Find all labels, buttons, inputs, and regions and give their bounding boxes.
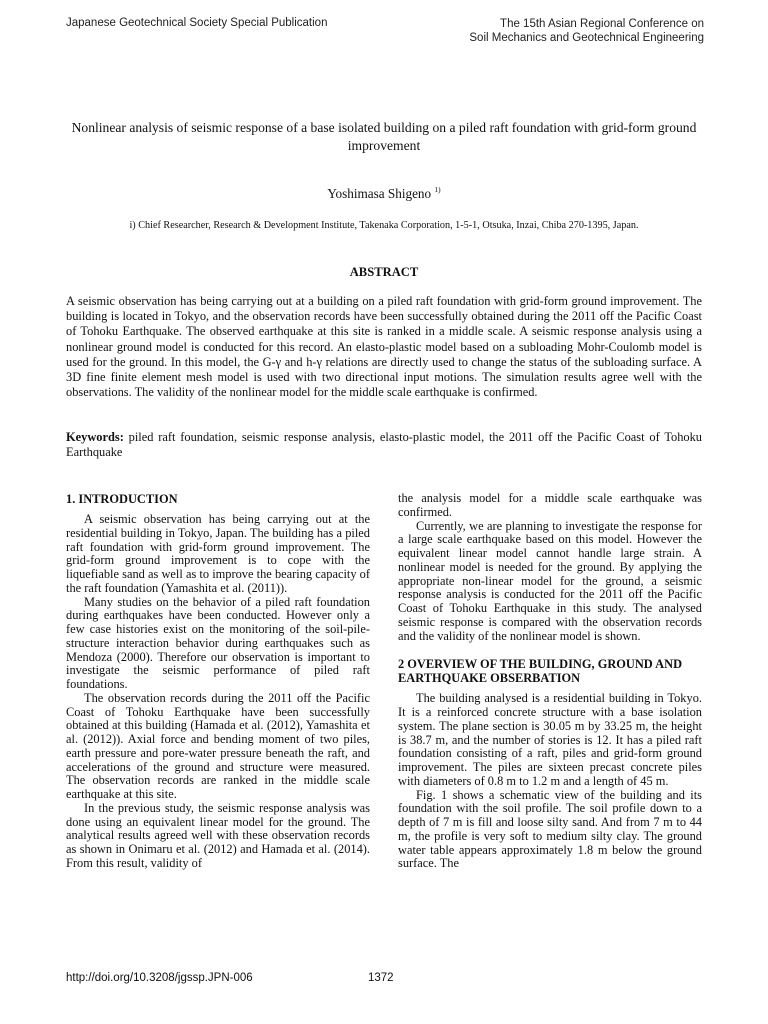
- page-number: 1372: [368, 972, 394, 984]
- body-column-right: [398, 492, 702, 871]
- conference-line-2: Soil Mechanics and Geotechnical Engineering: [469, 32, 704, 44]
- paragraph: The building analysed is a residential building in Tokyo. It is a reinforced concrete structure with a base isolation system. The plane section is 30.05 m by 33.25 m, the height is 38.7 m, and the number of stories is 12. It has a piled raft foundation consisting of a raft, piles and grid-form ground improvement. The piles are sixteen precast concrete piles with diameters of 0.8 m to 1.2 m and a length of 45 m.: [398, 691, 702, 788]
- paragraph: The observation records during the 2011 off the Pacific Coast of Tohoku Earthquake have been successfully obtained at this building (Hamada et al. (2012), Yamashita et al. (2012)). Axial force and bending moment of two piles, earth pressure and pore-water pressure beneath the raft, and accelerations of the ground and structure were measured. The observation records are ranked in the middle scale earthquake at this site.: [66, 690, 370, 801]
- affiliation: i) Chief Researcher, Research & Development Institute, Takenaka Corporation, 1-5-1, Otsuka, Inzai, Chiba 270-1395, Japan.: [129, 220, 639, 231]
- section-heading-overview: 2 OVERVIEW OF THE BUILDING, GROUND AND EARTHQUAKE OBSERBATION: [398, 657, 683, 686]
- paragraph: Fig. 1 shows a schematic view of the building and its foundation with the soil profile. The soil profile down to a depth of 7 m is fill and loose silty sand. And from 7 m to 44 m, the profile is very soft to medium silty clay. The ground water table appears approximately 1.8 m below the ground surface. The: [398, 787, 702, 871]
- paragraph-continued: the analysis model for a middle scale earthquake was confirmed.: [398, 491, 702, 519]
- keywords-text: piled raft foundation, seismic response analysis, elasto-plastic model, the 2011 off the Pacific Coast of Tohoku Earthquake: [66, 430, 702, 460]
- paper-title: Nonlinear analysis of seismic response of a base isolated building on a piled raft foundation with grid-form ground improvement: [71, 120, 697, 153]
- author-affiliation-mark: 1): [434, 185, 441, 194]
- body-column-left: [66, 492, 370, 871]
- keywords-label: Keywords:: [66, 430, 124, 444]
- paragraph: A seismic observation has being carrying out at the residential building in Tokyo, Japan. The building has a piled raft foundation with grid-form ground improvement. The grid-form ground improvement is to cope with the liquefiable sand as well as to improve the bearing capacity of the raft foundation (Yamashita et al. (2011)).: [66, 512, 370, 595]
- journal-name: Japanese Geotechnical Society Special Publication: [66, 17, 328, 29]
- author: [66, 185, 702, 202]
- paragraph: Currently, we are planning to investigate the response for a large scale earthquake based on this model. However the equivalent linear model cannot handle large strain. A nonlinear model is needed for the ground. By applying the appropriate non-linear model for the ground, a seismic response analysis is conducted for the 2011 off the Pacific Coast of Tohoku Earthquake in this study. The analysed seismic response is compared with the observation records and the validity of the nonlinear model is shown.: [398, 518, 702, 643]
- keywords: [66, 430, 702, 460]
- author-name: Yoshimasa Shigeno: [327, 186, 432, 201]
- section-heading-introduction: 1. INTRODUCTION: [66, 492, 178, 506]
- paragraph: Many studies on the behavior of a piled raft foundation during earthquakes have been conducted. However only a few case histories exist on the monitoring of the soil-pile-structure interaction behavior during earthquakes such as Mendoza (2000). Therefore our observation is important to investigate the seismic performance of piled raft foundations.: [66, 594, 370, 691]
- abstract-text: A seismic observation has being carrying out at a building on a piled raft foundation with grid-form ground improvement. The building is located in Tokyo, and the observation records have been successfully obtained during the 2011 off the Pacific Coast of Tohoku Earthquake. The observed earthquake at this site is ranked in a middle scale. A seismic response analysis using a nonlinear ground model is conducted for this record. An elasto-plastic model based on a subloading Mohr-Coulomb model is used for the ground. In this model, the G-γ and h-γ relations are directly used to change the status of the subloading surface. A 3D fine finite element mesh model is used with two directional input motions. The simulation results agree well with the observations. The validity of the nonlinear model for the middle scale earthquake is confirmed.: [66, 294, 702, 400]
- doi-link[interactable]: http://doi.org/10.3208/jgssp.JPN-006: [66, 972, 253, 984]
- conference-name: [469, 17, 704, 45]
- abstract-heading: ABSTRACT: [349, 265, 419, 279]
- paragraph: In the previous study, the seismic response analysis was done using an equivalent linear model for the ground. The analytical results agreed well with these observation records as shown in Onimaru et al. (2012) and Hamada et al. (2014). From this result, validity of: [66, 800, 370, 870]
- conference-line-1: The 15th Asian Regional Conference on: [500, 18, 704, 30]
